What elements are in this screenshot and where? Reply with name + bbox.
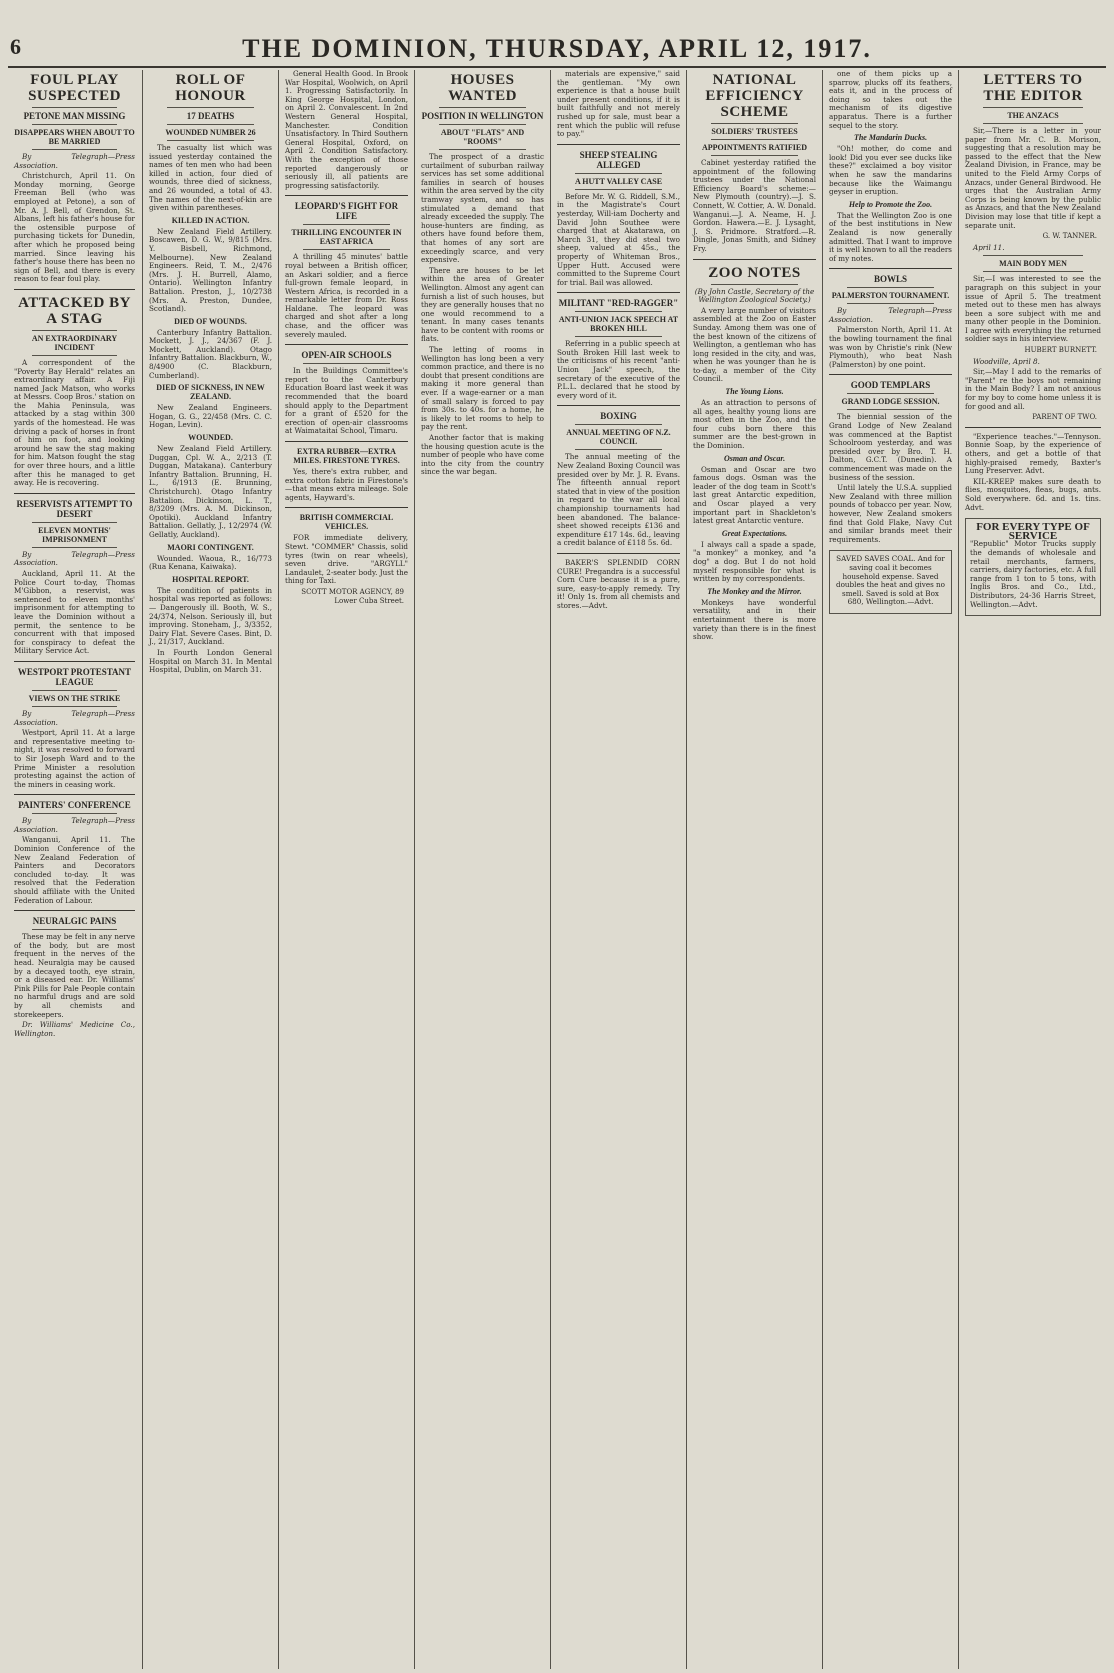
letter-signature: G. W. TANNER.: [1042, 232, 1097, 241]
section-heading: DIED OF SICKNESS, IN NEW ZEALAND.: [156, 383, 265, 402]
byline: By Telegraph—Press Association.: [829, 306, 952, 324]
advertisement-text: SAVED SAVES COAL. And for saving coal it becomes household expense. Saved doubles the heat and gives no smell. Saved is sold at Box 680, Wellington.—Advt.: [835, 554, 946, 607]
subhead: SOLDIERS' TRUSTEES: [711, 127, 798, 136]
article-text: Cabinet yesterday ratified the appointment of the following trustees under the National Efficiency Board's scheme:— New Plymouth (country).—J. S. Connett, W. Cottier, A. W. Donald. Wanganui.—J. A. Neame, H. J. Gordon. Hawera.—E. J. Lysaght, J. S. Pridmore. Stratford.—R. Dingle, Jonas Smith, and Sidney Fry.: [693, 158, 816, 253]
article-text: A thrilling 45 minutes' battle royal between a British officer, an Askari soldier, and a fierce full-grown female leopard, in Western Africa, is recorded in a remarkable letter from Dr. Ross Haldane. The leopard was charged and shot after a long chase, and the officer was severely mauled.: [285, 252, 408, 339]
headline: WESTPORT PROTESTANT LEAGUE: [17, 666, 132, 687]
headline: LETTERS TO THE EDITOR: [983, 72, 1083, 104]
article-text: The biennial session of the Grand Lodge of New Zealand was commenced at the Baptist Schoolroom yesterday, and was presided over by Bro. T. H. Dalton, G.C.T. (Dunedin). A commencement was made on the business of the session.: [829, 412, 952, 482]
advertisement: [829, 550, 952, 614]
advertisement-text: Yes, there's extra rubber, and extra cotton fabric in Firestone's—that means extra mileage. Sole agents, Hayward's.: [285, 467, 408, 502]
byline: By Telegraph—Press Association.: [14, 152, 135, 170]
subhead: GRAND LODGE SESSION.: [841, 397, 940, 407]
letter-date: April 11.: [973, 242, 1005, 252]
advertisement-text: BAKER'S SPLENDID CORN CURE! Pregandra is a successful Corn Cure because it is a pure, sure, easy-to-apply remedy. Try it! Only 1s. from all chemists and stores.—Advt.: [557, 557, 680, 610]
section-heading: The Mandarin Ducks.: [853, 133, 928, 143]
article-text: Monkeys have wonderful versatility, and in their entertainment there is more variety than there is in the finest show.: [693, 597, 816, 642]
subhead: DISAPPEARS WHEN ABOUT TO BE MARRIED: [14, 128, 135, 146]
section-heading: Osman and Oscar.: [723, 453, 786, 463]
byline: By Telegraph—Press Association.: [14, 816, 135, 834]
hospital-report: General Health Good. In Brook War Hospital, Woolwich, on April 1. Progressing Satisfactorily. In King George Hospital, London, on April 2. Convalescent. In 2nd Western General Hospital, Manchester. Condition Unsatisfactory. In Third Southern General Hospital, Oxford, on April 2. Condition Satisfactory. With the exception of those reported dangerously or seriously ill, all patients are progressing satisfactorily.: [285, 70, 408, 190]
column-3: [278, 70, 414, 1669]
headline: NEURALGIC PAINS: [32, 916, 117, 927]
section-heading: Help to Promote the Zoo.: [848, 199, 933, 209]
subhead: WOUNDED NUMBER 26: [165, 128, 256, 137]
letter-text: Sir,—I was interested to see the paragraph on this subject in your issue of April 5. The treatment meted out to these men has always been a sore subject with me and many other people in the Dominion. I agree with everything the returned soldier says in his interview.: [965, 274, 1101, 344]
subhead: ANNUAL MEETING OF N.Z. COUNCIL: [566, 428, 671, 447]
byline: By Telegraph—Press Association.: [14, 549, 135, 568]
headline: ATTACKED BY A STAG: [18, 294, 131, 327]
advertisement-text: "Experience teaches."—Tennyson. Bonnie Soap, by the experience of others, and get a bottle of that highly-praised remedy, Baxter's Lung Preserver. Advt.: [965, 431, 1101, 476]
subhead: ANTI-UNION JACK SPEECH AT BROKEN HILL: [558, 315, 679, 334]
headline: ROLL OF HONOUR: [175, 72, 246, 104]
article-text: There are houses to be let within the area of Greater Wellington. Almost any agent can furnish a list of such houses, but they are generally houses that no one would recommend to a tenant. In many cases tenants have to be content with rooms or flats.: [421, 265, 544, 344]
article-text: Auckland, April 11. At the Police Court to-day, Thomas M'Gibbon, a reservist, was sentenced to eleven months' imprisonment for attempting to leave the Dominion without a permit, the sentence to be concurrent with that imposed for conspiracy to defeat the Military Service Act.: [14, 569, 135, 656]
section-heading: WOUNDED.: [188, 433, 233, 443]
masthead: [8, 32, 1106, 68]
headline: PAINTERS' CONFERENCE: [18, 800, 131, 811]
advertiser: SCOTT MOTOR AGENCY, 89 Lower Cuba Street.: [301, 587, 404, 605]
advertisement-heading: FOR EVERY TYPE OF SERVICE: [976, 521, 1090, 542]
article-text: Before Mr. W. G. Riddell, S.M., in the Magistrate's Court yesterday, Will-iam Docherty and David John Southee were charged that at Akatarawa, on March 31, they did steal two sheep, valued at 45s., the property of Whiteman Bros., Upper Hutt. Accused were committed to the Supreme Court for trial. Bail was allowed.: [557, 191, 680, 287]
headline: SHEEP STEALING ALLEGED: [579, 149, 658, 170]
headline: NATIONAL EFFICIENCY SCHEME: [705, 72, 804, 120]
section-heading: The Monkey and the Mirror.: [707, 586, 802, 596]
subhead: ELEVEN MONTHS' IMPRISONMENT: [38, 525, 111, 544]
article-text: Another factor that is making the housing question acute is the number of people who have come into the city from the country since the war began.: [421, 433, 544, 477]
casualty-list: Wounded. Waoua, R., 16/773 (Rua Kenana, Kaiwaka).: [149, 553, 272, 572]
subhead: AN EXTRAORDINARY INCIDENT: [31, 333, 118, 352]
article-text: materials are expensive," said the gentleman. "My own experience is that a house built under present conditions, if it is built faithfully and not merely rushed up for sale, must bear a rent which the public will refuse to pay.": [557, 70, 680, 139]
column-8: [958, 70, 1107, 1669]
article-text: The prospect of a drastic curtailment of suburban railway services has set some additional families in search of houses within the area served by the city tramway system, and so has stimulated a demand that already exceeded the supply. The house-hunters are finding, as others have found before them, that homes of any sort are exceedingly scarce, and very expensive.: [421, 152, 544, 265]
article-text: Until lately the U.S.A. supplied New Zealand with three million pounds of tobacco per year. Now, however, New Zealand smokers find that Gold Flake, Navy Cut and similar brands meet their requirements.: [829, 483, 952, 544]
subhead: PETONE MAN MISSING: [23, 111, 126, 121]
column-2: [142, 70, 278, 1669]
letter-signature: HUBERT BURNETT.: [1024, 346, 1097, 355]
article-text: "Oh! mother, do come and look! Did you ever see ducks like these?" exclaimed a boy visitor when he saw the mandarins because like the Waimangu geyser in eruption.: [829, 144, 952, 197]
article-text: As an attraction to persons of all ages, healthy young lions are most often in the Zoo, and the four cubs born there this summer are the best-grown in the Dominion.: [693, 398, 816, 451]
subhead: 17 DEATHS: [186, 111, 235, 121]
subhead: A HUTT VALLEY CASE: [574, 176, 663, 186]
headline: ZOO NOTES: [708, 264, 801, 281]
article-text: A correspondent of the "Poverty Bay Herald" relates an extraordinary affair. A Fiji named Jack Matson, who works at Messrs. Coop Bros.' station on the Mahia Peninsula, was attacked by a stag within 300 yards of the homestead. He was driving a pack of horses in front of him on foot, and looking around he saw the stag making for him. Matson fought the stag for over three hours, and a little after this he managed to get away. He is recovering.: [14, 357, 135, 488]
article-text: I always call a spade a spade, "a monkey" a monkey, and "a dog" a dog. But I do not hold myself responsible for what is written by my correspondents.: [693, 539, 816, 584]
article-text: Westport, April 11. At a large and representative meeting to-night, it was resolved to forward to Sir Joseph Ward and to the Prime Minister a resolution protesting against the action of the miners in ceasing work.: [14, 728, 135, 789]
advertisement-text: FOR immediate delivery, Stewt. "COMMER" Chassis, solid tyres (twin on rear wheels), seven drive. "ARGYLL" Landaulet, 2-seater body. Just the thing for Taxi.: [285, 533, 408, 586]
article-text: Osman and Oscar are two famous dogs. Osman was the leader of the dog team in Scott's last great Antarctic expedition, and Oscar played a very important part in Shackleton's latest great Antarctic venture.: [693, 464, 816, 526]
article-text: In the Buildings Committee's report to the Canterbury Education Board last week it was recommended that the board should apply to the Department for a grant of £520 for the erection of open-air classrooms at Waimataitai School, Timaru.: [285, 366, 408, 436]
newspaper-title: THE DOMINION, THURSDAY, APRIL 12, 1917.: [242, 34, 872, 63]
column-1: [8, 70, 141, 1669]
headline: MILITANT "RED-RAGGER": [558, 298, 679, 309]
article-text: A very large number of visitors assembled at the Zoo on Easter Sunday. Among them was one of the best known of the citizens of Wellington, a gentleman who has long resided in the city, and was, when he was younger than he is to-day, a member of the City Council.: [693, 305, 816, 384]
casualty-list: New Zealand Field Artillery. Duggan, Cpl. W. A., 2/213 (T. Duggan, Matakana). Canterbury Infantry Battalion. Brunning, H. L., 6/1913 (E. Brunning, Christchurch). Otago Infantry Battalion. Dickinson, L. T., 8/3209 (Mrs. A. M. Dickinson, Opotiki). Auckland Infantry Battalion. Gellatly, J., 12/2974 (W. Gellatly, Auckland).: [149, 444, 272, 539]
letter-date: Woodville, April 8.: [973, 356, 1040, 366]
section-heading: Great Expectations.: [721, 528, 788, 538]
article-text: Referring in a public speech at South Broken Hill last week to the criticisms of his recent "anti-Union Jack" speech, the secretary of the executive of the P.L.L. declared that he stood by every word of it.: [557, 339, 680, 400]
article-text: Wanganui, April 11. The Dominion Conference of the New Zealand Federation of Painters and Decorators concluded to-day. It was resolved that the Federation should affiliate with the United Federation of Labour.: [14, 835, 135, 905]
headline: EXTRA RUBBER—EXTRA MILES. FIRESTONE TYRES.: [293, 447, 400, 465]
article-text: The casualty list which was issued yesterday contained the names of ten men who had been killed in action, four died of wounds, three died of sickness, and 26 wounded, a total of 43. The names of the next-of-kin are given within parentheses.: [149, 143, 272, 213]
section-heading: KILLED IN ACTION.: [171, 215, 250, 225]
subhead: ABOUT "FLATS" AND "ROOMS": [440, 128, 525, 146]
subhead: THE ANZACS: [1007, 111, 1059, 120]
article-text: These may be felt in any nerve of the body, but are most frequent in the nerves of the head. Neuralgia may be caused by a decayed tooth, eye strain, or a diseased ear. Dr. Williams' Pink Pills for Pale People contain no harmful drugs and are sold by all chemists and storekeepers.: [14, 932, 135, 1019]
headline: OPEN-AIR SCHOOLS: [301, 350, 392, 361]
casualty-list: New Zealand Engineers. Hogan, G. G., 22/458 (Mrs. C. C. Hogan, Levin).: [149, 403, 272, 430]
advertisement-text: KIL-KREEP makes sure death to flies, mosquitoes, fleas, bugs, ants. Sold everywhere. 6d. and 1s. tins. Advt.: [965, 476, 1101, 512]
hospital-report: The condition of patients in hospital was reported as follows:— Dangerously ill. Booth, W. S., 24/374, Nelson. Seriously ill, but improving. Stoneham, J., 3/3352, Dairy Flat. Severe Cases. Bint, D. J., 21/317, Auckland.: [149, 585, 272, 647]
section-heading: HOSPITAL REPORT.: [172, 574, 249, 584]
section-heading: The Young Lions.: [725, 387, 784, 397]
article-text: The letting of rooms in Wellington has long been a very common practice, and there is no doubt that present conditions are making it more general than ever. If a wage-earner or a man of small salary is forced to pay from 30s. to 40s. for a home, he is likely to let rooms to help to pay the rent.: [421, 345, 544, 432]
headline: HOUSES WANTED: [448, 72, 517, 104]
casualty-list: New Zealand Field Artillery. Boscawen, D. G. W., 9/815 (Mrs. Y. Bisbell, Richmond, Melbourne). New Zealand Engineers. Reid, T. M., 2/476 (Mrs. J. H. Burrell, Alamo, Ontario). Wellington Infantry Battalion. Preston, J., 10/2738 (Mrs. A. Preston, Dundee, Scotland).: [149, 226, 272, 314]
subhead: APPOINTMENTS RATIFIED: [702, 143, 807, 152]
advertisement-text: "Republic" Motor Trucks supply the demands of wholesale and retail merchants, farmers, carriers, dairy factories, etc. A full range from 1 ton to 5 tons, with Inglis Bros. and Co., Ltd., Distributors, 24-36 Harris Street, Wellington.—Advt.: [970, 539, 1096, 609]
headline: BOXING: [600, 411, 637, 422]
article-text: The annual meeting of the New Zealand Boxing Council was presided over by Mr. J. R. Evans. The fifteenth annual report stated that in view of the position in regard to the war all local championship tournaments had been abandoned. The balance-sheet showed receipts £136 and expenditure £17 14s. 6d., leaving a credit balance of £118 5s. 6d.: [557, 452, 680, 548]
headline: BRITISH COMMERCIAL VEHICLES.: [299, 513, 394, 532]
subhead: POSITION IN WELLINGTON: [421, 111, 544, 121]
letter-text: Sir,—May I add to the remarks of "Parent" re the boys not remaining in the Main Body? I am not anxious for my boy to come home unless it is for good and all.: [965, 367, 1101, 411]
headline: LEOPARD'S FIGHT FOR LIFE: [294, 201, 399, 222]
subhead: MAIN BODY MEN: [999, 259, 1067, 269]
article-text: Christchurch, April 11. On Monday morning, George Freeman Bell (who was employed at Petone), a son of Mr. A. J. Bell, of Grendon, St. Albans, left his father's house for the ostensible purpose of purchasing tickets for Dunedin, after which he proposed being married. Since leaving his father's house there has been no sign of Bell, and there is every reason to fear foul play.: [14, 171, 135, 284]
headline: RESERVISTS ATTEMPT TO DESERT: [16, 498, 133, 519]
headline: GOOD TEMPLARS: [850, 380, 931, 391]
column-5: [550, 70, 686, 1669]
page-number: 6: [10, 34, 21, 59]
subhead: PALMERSTON TOURNAMENT.: [831, 291, 950, 301]
letter-text: Sir,—There is a letter in your paper from Mr. C. B. Morison, suggesting that a resolution may be passed to the effect that the New Zealand Division, in France, may be united to the Field Army Corps of Anzacs, under General Birdwood. He urges that the Australian Army Corps is being known by the public as Anzacs, and that the New Zealand Division may lose that title if kept a separate unit.: [965, 126, 1101, 230]
headline: FOUL PLAY SUSPECTED: [28, 72, 121, 104]
column-7: [822, 70, 958, 1669]
column-6: [686, 70, 822, 1669]
casualty-list: Canterbury Infantry Battalion. Mockett, J. J., 24/367 (F. J. Mockett, Auckland). Otago Infantry Battalion. Blackburn, W., 8/4900 (C. Blackburn, Cumberland).: [149, 327, 272, 380]
article-text: Palmerston North, April 11. At the bowling tournament the final was won by Christie's rink (New Plymouth), who beat Nash (Palmerston) by one point.: [829, 325, 952, 369]
byline: (By John Castle, Secretary of the Wellington Zoological Society.): [694, 286, 815, 305]
article-text: one of them picks up a sparrow, plucks off its feathers, eats it, and in the process of doing so takes out the mechanism of its digestive apparatus. There is a further sequel to the story.: [829, 70, 952, 130]
hospital-report: In Fourth London General Hospital on March 31. In Mental Hospital, Dublin, on March 31.: [149, 647, 272, 675]
advertisement-text: Dr. Williams' Medicine Co., Wellington.: [14, 1020, 135, 1038]
subhead: VIEWS ON THE STRIKE: [28, 693, 121, 703]
byline: By Telegraph—Press Association.: [14, 708, 135, 727]
advertisement: [965, 518, 1101, 616]
letter-signature: PARENT OF TWO.: [1032, 413, 1097, 422]
section-heading: MAORI CONTINGENT.: [167, 542, 254, 552]
section-heading: DIED OF WOUNDS.: [174, 316, 247, 326]
article-text: That the Wellington Zoo is one of the best institutions in New Zealand is now generally admitted. That I want to improve it is well known to all the readers of my notes.: [829, 210, 952, 263]
headline: BOWLS: [873, 274, 907, 285]
subhead: THRILLING ENCOUNTER IN EAST AFRICA: [291, 228, 402, 247]
column-4: [414, 70, 550, 1669]
